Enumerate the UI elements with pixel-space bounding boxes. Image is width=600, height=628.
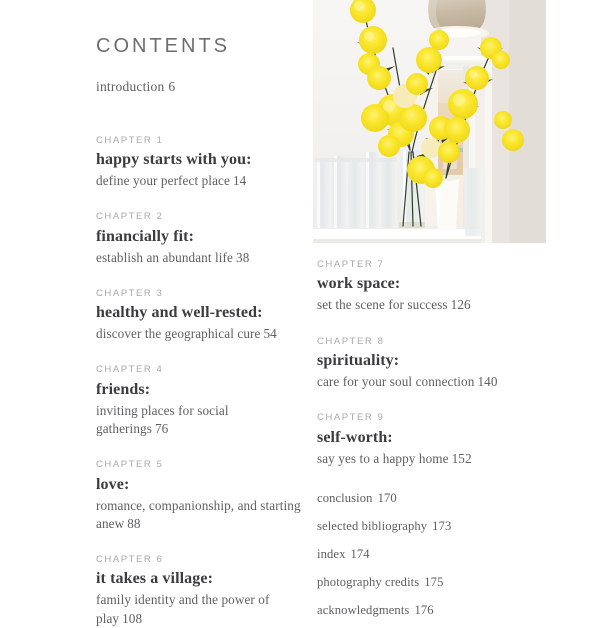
chapter-subtitle-text: discover the geographical cure	[96, 326, 261, 342]
chapter-label: CHAPTER 7	[317, 259, 385, 270]
chapter-label: CHAPTER 8	[317, 335, 385, 347]
contents-left-column	[96, 36, 304, 628]
chapter-title: love:	[96, 475, 130, 493]
chapter-title: work space:	[317, 275, 401, 293]
backmatter-page: 174	[350, 546, 370, 561]
backmatter-label: acknowledgments	[317, 602, 410, 617]
chapter-subtitle	[317, 450, 557, 468]
backmatter-page: 175	[424, 574, 444, 589]
toc-entry-chapter-1[interactable]	[96, 134, 304, 191]
chapter-subtitle-text: establish an abundant life	[96, 249, 233, 265]
chapter-subtitle	[96, 325, 304, 343]
chapter-page: 88	[127, 515, 141, 531]
toc-entry-chapter-4[interactable]	[96, 363, 304, 438]
chapter-subtitle-text: set the scene for success	[317, 297, 448, 313]
introduction-page: 6	[168, 79, 176, 94]
chapter-subtitle	[96, 402, 304, 438]
toc-entry-chapter-6[interactable]	[96, 553, 304, 628]
chapter-page: 126	[450, 297, 471, 313]
toc-entry-chapter-8[interactable]	[317, 335, 557, 392]
chapter-page: 140	[477, 374, 498, 389]
backmatter-list	[317, 490, 557, 619]
backmatter-page: 173	[432, 518, 452, 533]
chapter-label: CHAPTER 4	[96, 364, 164, 376]
photo-artwork	[313, 0, 546, 243]
yellow-flowers-in-vases-photo	[313, 0, 546, 243]
chapter-label: CHAPTER 9	[317, 412, 385, 424]
chapter-page: 108	[122, 610, 143, 626]
toc-entry-chapter-5[interactable]	[96, 458, 304, 533]
introduction-label: introduction	[96, 79, 165, 94]
backmatter-item-acknowledgments[interactable]	[317, 602, 557, 619]
chapter-label: CHAPTER 1	[96, 134, 164, 146]
toc-entry-chapter-7[interactable]	[317, 258, 557, 315]
chapter-subtitle-text: care for your soul connection	[317, 374, 475, 389]
backmatter-label: photography credits	[317, 574, 420, 589]
toc-entry-chapter-2[interactable]	[96, 210, 304, 267]
backmatter-item-selected-bibliography[interactable]	[317, 518, 557, 535]
chapter-subtitle-text: inviting places for social gatherings	[96, 402, 229, 436]
chapter-label: CHAPTER 3	[96, 287, 164, 299]
toc-entry-chapter-3[interactable]	[96, 287, 304, 344]
chapter-subtitle-text: define your perfect place	[96, 172, 230, 188]
chapter-title: friends:	[96, 380, 151, 398]
chapter-page: 152	[451, 450, 472, 466]
backmatter-item-index[interactable]	[317, 546, 557, 563]
chapter-subtitle	[96, 172, 304, 190]
chapter-subtitle-text: romance, companionship, and starting anew	[96, 497, 301, 531]
chapter-page: 38	[236, 249, 250, 265]
chapter-label: CHAPTER 5	[96, 459, 164, 471]
chapter-title: spirituality:	[317, 352, 400, 369]
chapter-title: self-worth:	[317, 428, 393, 446]
chapter-title: financially fit:	[96, 227, 195, 245]
chapter-label: CHAPTER 6	[96, 554, 164, 566]
backmatter-page: 170	[377, 490, 397, 505]
backmatter-page: 176	[414, 602, 434, 617]
chapter-page: 14	[232, 172, 247, 188]
chapter-title: happy starts with you:	[96, 150, 252, 168]
chapter-subtitle	[317, 296, 557, 314]
chapter-subtitle-text: say yes to a happy home	[317, 450, 449, 466]
chapter-subtitle	[96, 497, 304, 533]
backmatter-label: conclusion	[317, 490, 373, 505]
chapter-subtitle	[317, 373, 557, 391]
backmatter-item-photography-credits[interactable]	[317, 574, 557, 591]
chapter-subtitle	[96, 249, 304, 267]
backmatter-label: index	[317, 546, 346, 561]
contents-right-column	[317, 258, 557, 619]
chapter-page: 76	[154, 420, 169, 436]
backmatter-label: selected bibliography	[317, 518, 428, 533]
introduction-entry[interactable]	[96, 78, 304, 96]
backmatter-item-conclusion[interactable]	[317, 490, 557, 507]
chapter-subtitle-text: family identity and the power of play	[96, 592, 270, 626]
chapter-title: it takes a village:	[96, 570, 213, 588]
chapter-page: 54	[263, 326, 277, 342]
toc-entry-chapter-9[interactable]	[317, 411, 557, 468]
chapter-subtitle	[96, 591, 304, 627]
chapter-title: healthy and well-rested:	[96, 304, 263, 322]
page-title: CONTENTS	[96, 35, 230, 57]
chapter-label: CHAPTER 2	[96, 211, 164, 223]
